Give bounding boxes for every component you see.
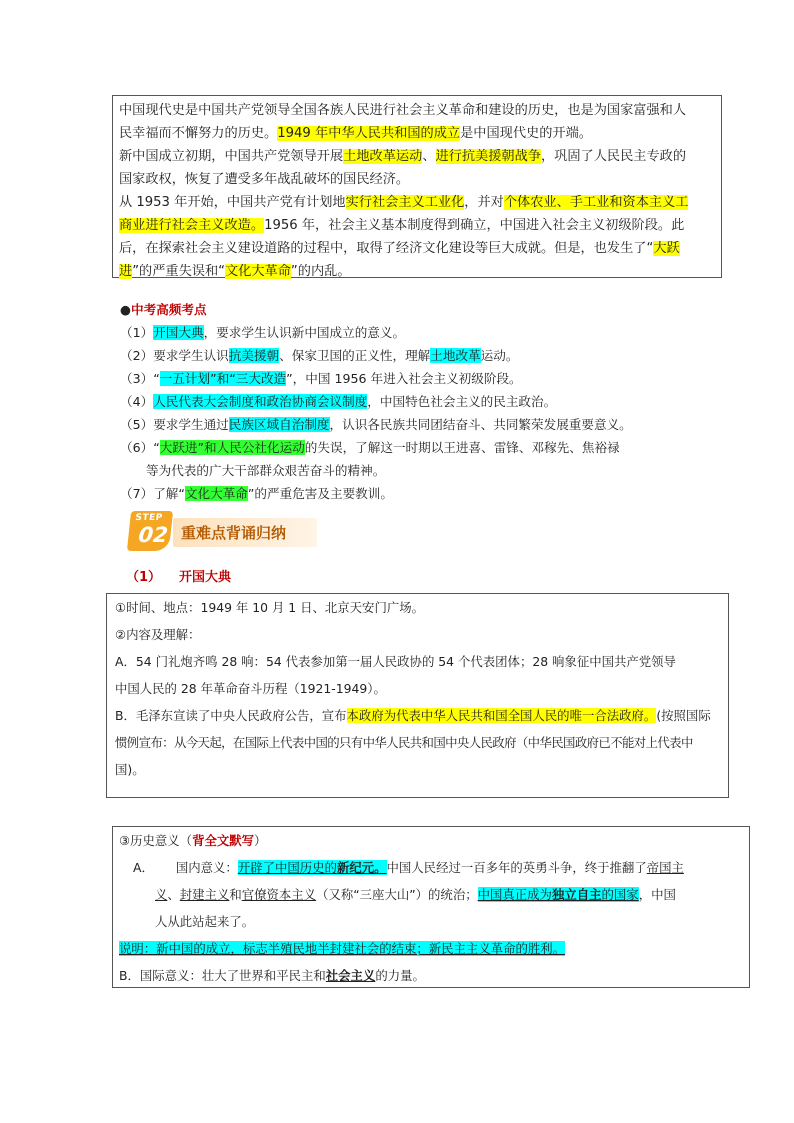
summary-line: 民幸福而不懈努力的历史。1949 年中华人民共和国的成立是中国现代史的开端。 (119, 126, 592, 141)
summary-line: 后，在探索社会主义建设道路的过程中，取得了经济文化建设等巨大成就。但是，也发生了“大跃 (119, 241, 680, 256)
summary-line: 从 1953 年开始，中国共产党有计划地实行社会主义工业化，并对个体农业、手工业和资本主义工 (119, 195, 689, 210)
founding-ceremony-box (106, 593, 729, 798)
key-point-item: （1）开国大典，要求学生认识新中国成立的意义。 (120, 325, 406, 340)
content-line: 义、封建主义和官僚资本主义（又称“三座大山”）的统治；中国真正成为独立自主的国家，中国 (155, 887, 676, 902)
content-line: A． 国内意义：开辟了中国历史的新纪元。中国人民经过一百多年的英勇斗争，终于推翻了帝国主 (133, 860, 684, 875)
step-number: 02 (137, 523, 170, 547)
summary-line: 中国现代史是中国共产党领导全国各族人民进行社会主义革命和建设的历史，也是为国家富强和人 (119, 103, 687, 118)
key-point-item: （3）“一五计划”和“三大改造”，中国 1956 年进入社会主义初级阶段。 (120, 371, 522, 386)
summary-line: 新中国成立初期，中国共产党领导开展土地改革运动、进行抗美援朝战争，巩固了人民民主专政的 (119, 149, 687, 164)
content-line: 中国人民的 28 年革命奋斗历程（1921-1949）。 (115, 681, 386, 696)
key-point-item: （6）“大跃进”和人民公社化运动的失误，了解这一时期以王进喜、雷锋、邓稼先、焦裕禄 (120, 440, 620, 455)
note-line: 说明：新中国的成立，标志半殖民地半封建社会的结束；新民主主义革命的胜利。 (119, 941, 566, 956)
key-points-section (120, 298, 680, 505)
content-line: 国)。 (115, 762, 145, 777)
step-tab (127, 511, 173, 551)
summary-box (112, 95, 722, 278)
content-line: B．毛泽东宣读了中央人民政府公告，宣布本政府为代表中华人民共和国全国人民的唯一合法政府。(按照国际 (115, 708, 711, 723)
summary-line: 国家政权，恢复了遭受多年战乱破坏的国民经济。 (119, 172, 410, 187)
summary-line: 进”的严重失误和“文化大革命”的内乱。 (119, 264, 351, 279)
content-line: A．54 门礼炮齐鸣 28 响：54 代表参加第一届人民政协的 54 个代表团体；28 响象征中国共产党领导 (115, 654, 676, 669)
key-point-item: （4）人民代表大会制度和政治协商会议制度，中国特色社会主义的民主政治。 (120, 394, 557, 409)
key-point-item: （7）了解“文化大革命”的严重危害及主要教训。 (120, 486, 393, 501)
historical-significance-box (112, 826, 750, 988)
box-title: ③历史意义（背全文默写） (119, 833, 267, 848)
step-badge (129, 511, 329, 553)
step-title: 重难点背诵归纳 (181, 524, 287, 542)
step-label: STEP (134, 513, 164, 523)
key-point-item: （5）要求学生通过民族区域自治制度，认识各民族共同团结奋斗、共同繁荣发展重要意义。 (120, 417, 632, 432)
content-line: 人从此站起来了。 (155, 914, 255, 929)
key-point-item: （2）要求学生认识抗美援朝、保家卫国的正义性，理解土地改革运动。 (120, 348, 519, 363)
summary-line: 商业进行社会主义改造。1956 年，社会主义基本制度得到确立，中国进入社会主义初级阶段。此 (119, 218, 685, 233)
content-line: 惯例宣布：从今天起，在国际上代表中国的只有中华人民共和国中央人民政府（中华民国政府已不能对上代表中 (115, 735, 693, 750)
section-subheading: （1） 开国大典 (126, 570, 232, 585)
step-title-bar (173, 518, 317, 547)
content-line: B．国际意义：壮大了世界和平民主和社会主义的力量。 (119, 968, 425, 983)
key-points-heading: ●中考高频考点 (120, 302, 207, 317)
content-line: ①时间、地点：1949 年 10 月 1 日、北京天安门广场。 (115, 600, 425, 615)
content-line: ②内容及理解： (115, 627, 201, 642)
key-point-item: 等为代表的广大干部群众艰苦奋斗的精神。 (146, 463, 386, 478)
